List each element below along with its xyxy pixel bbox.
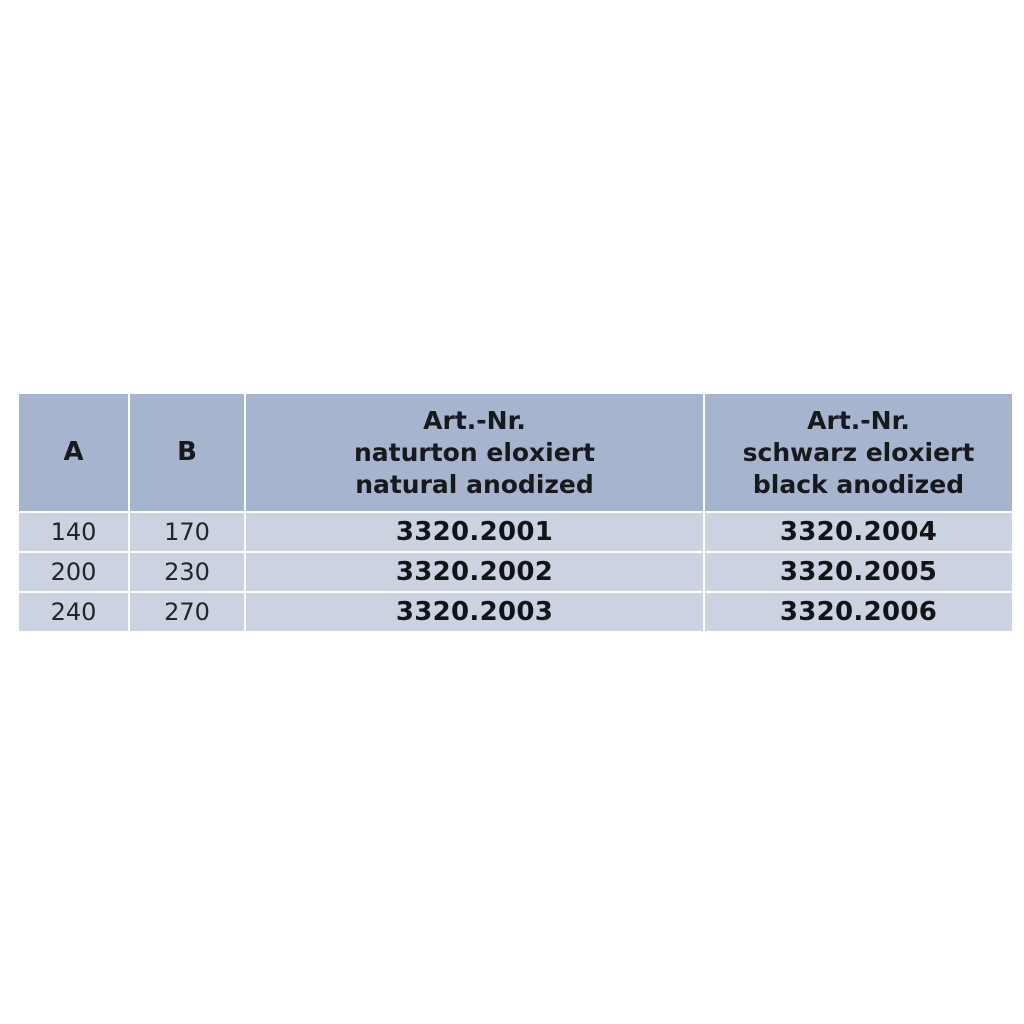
cell-a: 140 [19,513,128,551]
cell-b: 170 [130,513,244,551]
column-header-black-anodized [705,394,1012,511]
column-header-natural-line2: naturton eloxiert [353,437,595,467]
table-header [19,394,1012,511]
cell-natural-art-nr: 3320.2001 [246,513,703,551]
cell-natural-art-nr: 3320.2002 [246,553,703,591]
table-row [19,513,1012,551]
table-row [19,593,1012,631]
cell-black-art-nr: 3320.2005 [705,553,1012,591]
table-body [19,513,1012,631]
cell-black-art-nr: 3320.2006 [705,593,1012,631]
table-row [19,553,1012,591]
article-number-table [17,392,1014,633]
column-header-b: B [130,394,244,511]
cell-natural-art-nr: 3320.2003 [246,593,703,631]
column-header-natural-line3: natural anodized [355,469,594,499]
column-header-black-line3: black anodized [752,469,965,499]
cell-a: 240 [19,593,128,631]
header-row [19,394,1012,511]
column-header-natural-anodized [246,394,703,511]
column-header-black-line2: schwarz eloxiert [742,437,975,467]
column-header-black-line1: Art.-Nr. [807,405,910,435]
cell-a: 200 [19,553,128,591]
column-header-a: A [19,394,128,511]
cell-black-art-nr: 3320.2004 [705,513,1012,551]
cell-b: 270 [130,593,244,631]
cell-b: 230 [130,553,244,591]
column-header-natural-line1: Art.-Nr. [423,405,526,435]
